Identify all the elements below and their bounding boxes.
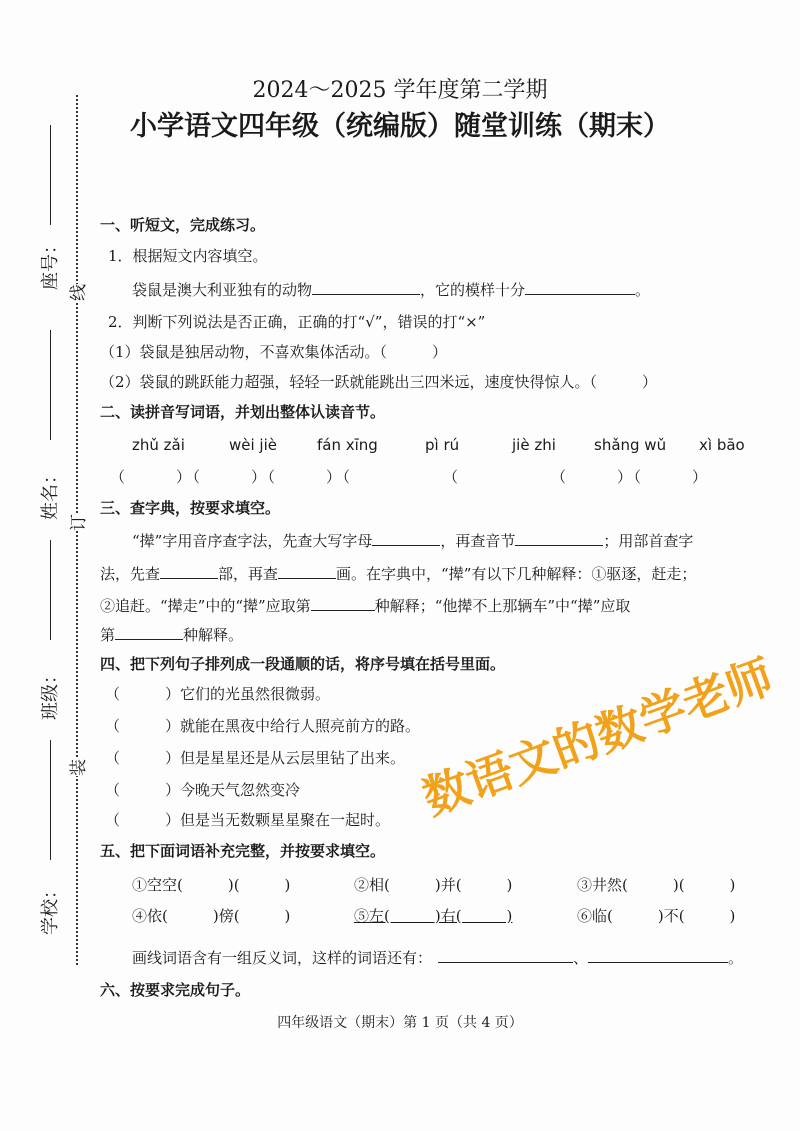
sentence-item: （ ）但是当无数颗星星聚在一起时。 [105, 811, 391, 829]
sentence-item: （ ）就能在黑夜中给行人照亮前方的路。 [105, 717, 421, 735]
seat-label: 座号： [40, 236, 61, 290]
class-write-line [50, 540, 51, 640]
s3-line-3: ②追赶。“撵走”中的“撵”应取第 种解释；“他撵不上那辆车”中“撵”应取 [100, 597, 631, 615]
section-1-title: 一、听短文，完成练习。 [100, 216, 266, 234]
section-5-title: 五、把下面词语补充完整，并按要求填空。 [100, 842, 386, 860]
school-write-line [50, 740, 51, 860]
answer-parens: （ ）（ ）（ ）（ （ （ ）（ ） [110, 468, 709, 486]
pinyin-3: fán xīng [317, 436, 378, 454]
watermark: 数语文的数学老师 [415, 648, 781, 826]
pinyin-4: pì rú [425, 436, 460, 454]
school-label: 学校： [40, 881, 61, 935]
seat-write-line [50, 125, 51, 225]
exam-page: 2024～2025 学年度第二学期 小学语文四年级（统编版）随堂训练（期末） 座号： 姓名： 班级： 学校： 线 订 装 一、听短文，完成练习。 1．根据短文内容填空。 袋鼠是澳大利亚独有的动物 ，它的模样十分 。 2．判断下列说法是否正确，正确的打“√”，错误的打“×” （1）袋鼠是独居动物，不喜欢集体活动。（ ） （2）袋鼠的跳跃能力超强，轻轻一跃就能跳出三四米远，速度快得惊人。（ ） 二、读拼音写词语，并划出整体认读音节。 zhǔ zǎi wèi jiè fán xīng pì rú jiè zhi shǎng wǔ xì bāo （ ）（ ）（ ）（ （ （ ）（ ） 三、查字典，按要求填空。 “撵”字用音序查字法，先查大写字母 ，再查音节 ；用部首查字 法，先查 部，再查 画。在字典中，“撵”有以下几种解释：①驱逐，赶走； ②追赶。“撵走”中的“撵”应取第 种解释；“他撵不上那辆车”中“撵”应取 第 种解释。 四、把下列句子排列成一段通顺的话，将序号填在括号里面。 （ ）它们的光虽然很微弱。 （ ）就能在黑夜中给行人照亮前方的路。 （ ）但是星星还是从云层里钻了出来。 （ ）今晚天气忽然变冷 （ ）但是当无数颗星星聚在一起时。 五、把下面词语补充完整，并按要求填空。 ①空空( )( ) ②相( )并( ) ③井然( )( ) ④依( )傍( ) ⑤左( )右( ) ⑥临( )不( ) 画线词语含有一组反义词，这样的词语还有： 、 。 六、按要求完成句子。 四年级语文（期末）第 1 页（共 4 页） 数语文的数学老师 [0, 0, 800, 1131]
section-6-title: 六、按要求完成句子。 [100, 981, 251, 999]
class-label: 班级： [40, 666, 61, 720]
exam-title: 小学语文四年级（统编版）随堂训练（期末） [130, 111, 670, 142]
section-2-title: 二、读拼音写词语，并划出整体认读音节。 [100, 403, 386, 421]
binding-mark-ding: 订 [64, 514, 89, 531]
q2-prompt: 2．判断下列说法是否正确，正确的打“√”，错误的打“×” [108, 313, 486, 331]
pinyin-2: wèi jiè [229, 436, 277, 454]
s3-line-2: 法，先查 部，再查 画。在字典中，“撵”有以下几种解释：①驱逐，赶走； [100, 565, 697, 583]
pinyin-5: jiè zhi [512, 436, 556, 454]
sentence-item: （ ）今晚天气忽然变冷 [105, 781, 301, 799]
name-label: 姓名： [40, 466, 61, 520]
sentence-item: （ ）但是星星还是从云层里钻了出来。 [105, 749, 406, 767]
s3-line-1: “撵”字用音序查字法，先查大写字母 ，再查音节 ；用部首查字 [132, 532, 694, 550]
q1-fill: 袋鼠是澳大利亚独有的动物 ，它的模样十分 。 [132, 281, 651, 299]
q1-prompt: 1．根据短文内容填空。 [108, 247, 268, 265]
page-footer: 四年级语文（期末）第 1 页（共 4 页） [277, 1015, 523, 1031]
pinyin-6: shǎng wǔ [594, 436, 667, 454]
antonym-note: 画线词语含有一组反义词，这样的词语还有： 、 。 [132, 949, 744, 967]
binding-mark-xian: 线 [64, 284, 89, 301]
name-write-line [50, 330, 51, 440]
pinyin-1: zhǔ zǎi [132, 436, 185, 454]
s3-line-4: 第 种解释。 [100, 626, 244, 644]
pinyin-7: xì bāo [699, 436, 745, 454]
binding-mark-zhuang: 装 [64, 759, 89, 776]
judge-2: （2）袋鼠的跳跃能力超强，轻轻一跃就能跳出三四米远，速度快得惊人。（ ） [100, 373, 658, 391]
section-3-title: 三、查字典，按要求填空。 [100, 499, 281, 517]
section-4-title: 四、把下列句子排列成一段通顺的话，将序号填在括号里面。 [100, 655, 506, 673]
sentence-item: （ ）它们的光虽然很微弱。 [105, 685, 331, 703]
judge-1: （1）袋鼠是独居动物，不喜欢集体活动。（ ） [100, 343, 448, 361]
semester-heading: 2024～2025 学年度第二学期 [252, 78, 548, 103]
